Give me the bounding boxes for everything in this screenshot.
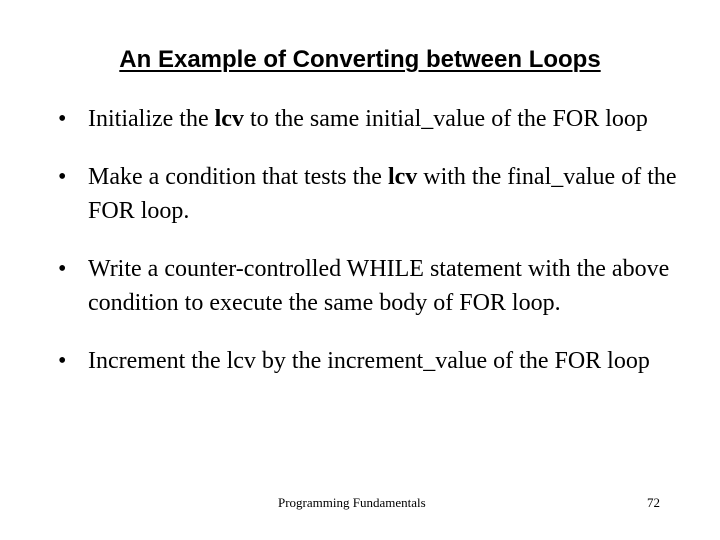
- bullet-text-after: to the same initial_value of the FOR loop: [243, 106, 648, 132]
- slide-footer: Programming Fundamentals: [278, 495, 426, 510]
- slide-title: [0, 44, 720, 76]
- page-number: 72: [647, 495, 660, 510]
- bullet-item: [58, 344, 678, 378]
- bullet-item: [58, 252, 678, 320]
- bullet-marker: •: [58, 348, 67, 374]
- bullet-text-before: Make a condition that tests the: [88, 164, 388, 190]
- bullet-text-bold: lcv: [214, 106, 244, 132]
- bullet-marker: •: [58, 256, 67, 282]
- bullet-text-before: Increment the lcv by the increment_value of the FOR loop: [88, 348, 650, 374]
- bullet-marker: •: [58, 106, 67, 132]
- bullet-text-before: Initialize the: [88, 106, 215, 132]
- bullet-item: [58, 102, 678, 136]
- bullet-list: [58, 102, 678, 402]
- bullet-text-before: Write a counter-controlled WHILE statement with the above condition to execute the same body of FOR loop.: [88, 256, 670, 316]
- slide-title-text: An Example of Converting between Loops: [119, 46, 601, 73]
- bullet-text-bold: lcv: [387, 164, 418, 190]
- bullet-text-after: with the final_value of the FOR loop.: [88, 164, 677, 224]
- bullet-item: [58, 160, 678, 228]
- bullet-marker: •: [58, 164, 67, 190]
